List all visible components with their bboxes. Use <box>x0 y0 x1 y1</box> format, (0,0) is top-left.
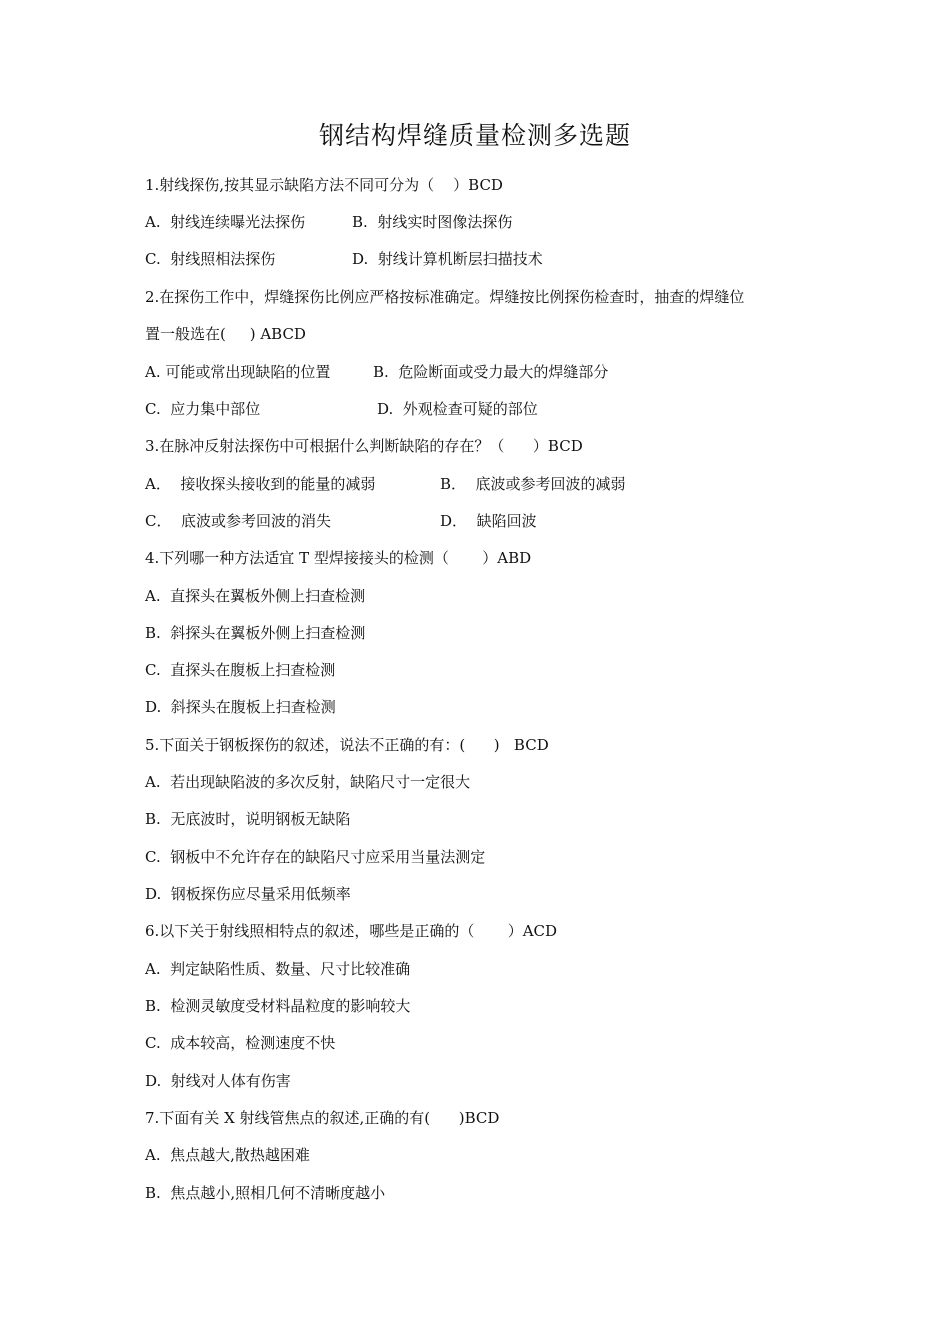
question-3-option-c: C． 底波或参考回波的消失 <box>145 512 332 530</box>
question-6-option-c: C. 成本较高，检测速度不快 <box>145 1034 336 1052</box>
question-1-option-b: B. 射线实时图像法探伤 <box>352 213 513 231</box>
question-6-option-b: B. 检测灵敏度受材料晶粒度的影响较大 <box>145 997 411 1015</box>
question-7-stem: 7.下面有关 X 射线管焦点的叙述,正确的有( )BCD <box>145 1109 500 1127</box>
question-5-option-b: B. 无底波时，说明钢板无缺陷 <box>145 810 351 828</box>
question-1-option-c: C. 射线照相法探伤 <box>145 250 276 268</box>
question-1-stem: 1.射线探伤,按其显示缺陷方法不同可分为（ ）BCD <box>145 176 503 194</box>
question-6-stem: 6.以下关于射线照相特点的叙述，哪些是正确的（ ）ACD <box>145 922 558 940</box>
question-3-option-b: B． 底波或参考回波的减弱 <box>440 475 626 493</box>
question-4-option-a: A. 直探头在翼板外侧上扫查检测 <box>145 587 366 605</box>
question-3-stem: 3.在脉冲反射法探伤中可根据什么判断缺陷的存在？（ ）BCD <box>145 437 583 455</box>
question-5-option-c: C. 钢板中不允许存在的缺陷尺寸应采用当量法测定 <box>145 848 486 866</box>
question-5-stem: 5.下面关于钢板探伤的叙述，说法不正确的有：( ) BCD <box>145 736 549 754</box>
question-5-option-d: D. 钢板探伤应尽量采用低频率 <box>145 885 351 903</box>
question-1-option-a: A. 射线连续曝光法探伤 <box>145 213 306 231</box>
question-6-option-a: A. 判定缺陷性质、数量、尺寸比较准确 <box>145 960 411 978</box>
question-3-option-d: D． 缺陷回波 <box>440 512 537 530</box>
question-2-stem-line-2: 置一般选在( ) ABCD <box>145 325 306 343</box>
question-5-option-a: A. 若出现缺陷波的多次反射，缺陷尺寸一定很大 <box>145 773 471 791</box>
question-2-option-a: A. 可能或常出现缺陷的位置 <box>145 363 331 381</box>
question-4-option-c: C. 直探头在腹板上扫查检测 <box>145 661 336 679</box>
question-4-option-d: D. 斜探头在腹板上扫查检测 <box>145 698 336 716</box>
question-3-option-a: A． 接收探头接收到的能量的减弱 <box>145 475 376 493</box>
question-4-stem: 4.下列哪一种方法适宜 T 型焊接接头的检测（ ）ABD <box>145 549 532 567</box>
question-2-stem-line-1: 2.在探伤工作中，焊缝探伤比例应严格按标准确定。焊缝按比例探伤检查时，抽查的焊缝位 <box>145 288 745 306</box>
question-7-option-b: B. 焦点越小,照相几何不清晰度越小 <box>145 1184 386 1202</box>
question-4-option-b: B. 斜探头在翼板外侧上扫查检测 <box>145 624 366 642</box>
question-2-option-c: C. 应力集中部位 <box>145 400 261 418</box>
question-2-option-b: B. 危险断面或受力最大的焊缝部分 <box>373 363 609 381</box>
question-7-option-a: A. 焦点越大,散热越困难 <box>145 1146 310 1164</box>
question-2-option-d: D. 外观检查可疑的部位 <box>377 400 538 418</box>
page-title: 钢结构焊缝质量检测多选题 <box>318 121 631 150</box>
question-1-option-d: D. 射线计算机断层扫描技术 <box>352 250 543 268</box>
question-6-option-d: D. 射线对人体有伤害 <box>145 1072 291 1090</box>
